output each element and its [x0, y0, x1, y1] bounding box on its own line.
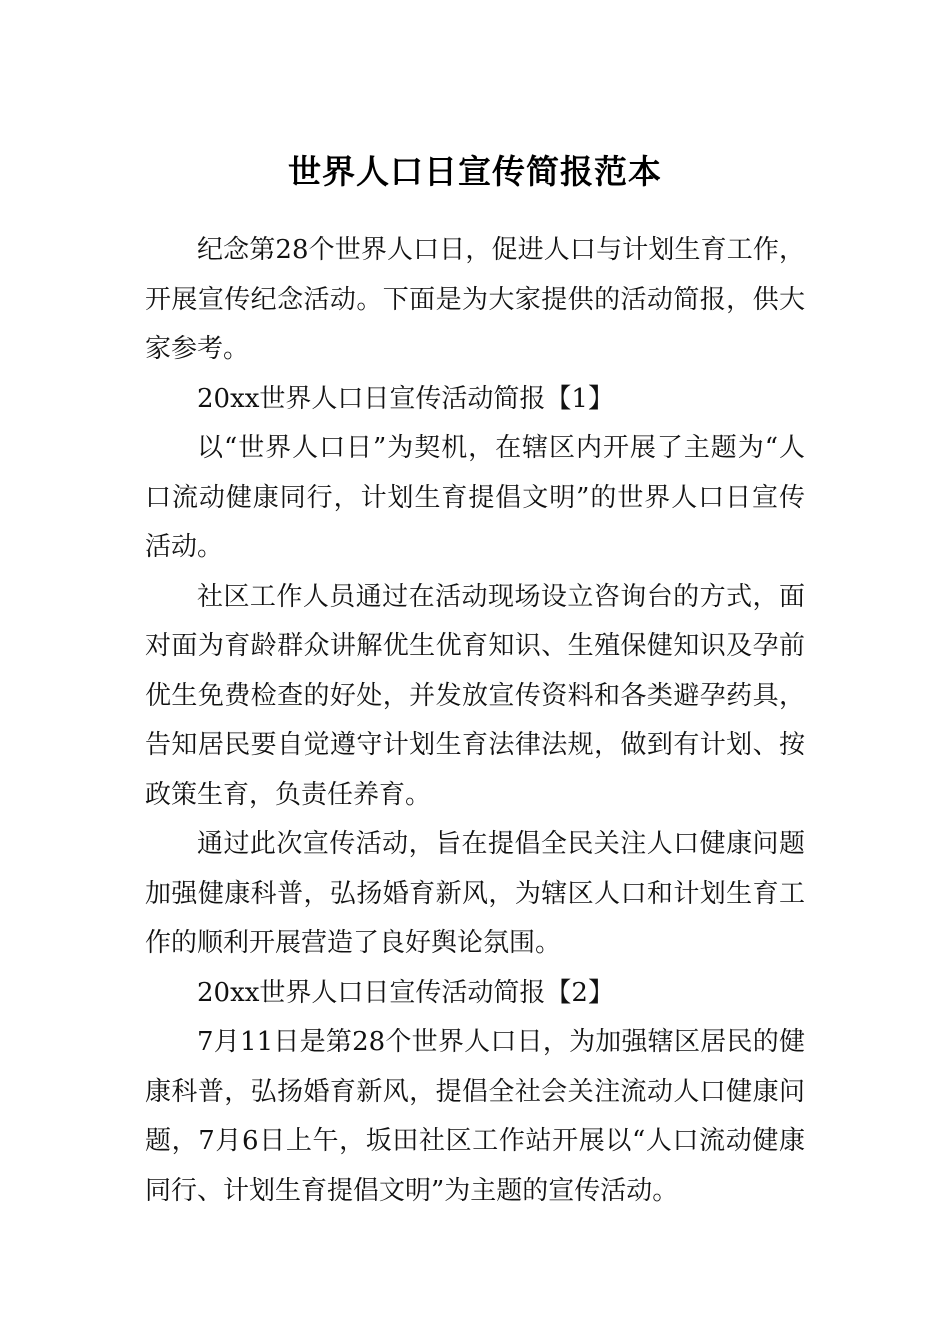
- intro-paragraph: 纪念第28个世界人口日，促进人口与计划生育工作，开展宣传纪念活动。下面是为大家提供的活动简报，供大家参考。: [145, 235, 805, 364]
- paragraph-activities: 社区工作人员通过在活动现场设立咨询台的方式，面对面为育龄群众讲解优生优育知识、生殖保健知识及孕前优生免费检查的好处，并发放宣传资料和各类避孕药具，告知居民要自觉遵守计划生育法律法规，做到有计划、按政策生育，负责任养育。: [145, 581, 805, 810]
- paragraph-event: 7月11日是第28个世界人口日，为加强辖区居民的健康科普，弘扬婚育新风，提倡全社会关注流动人口健康问题，7月6日上午，坂田社区工作站开展以“人口流动健康同行、计划生育提倡文明”为主题的宣传活动。: [145, 1027, 805, 1206]
- paragraph-theme: 以“世界人口日”为契机，在辖区内开展了主题为“人口流动健康同行，计划生育提倡文明”的世界人口日宣传活动。: [145, 433, 805, 562]
- section-heading-2: 20xx世界人口日宣传活动简报【2】: [197, 977, 614, 1008]
- page-title: 世界人口日宣传简报范本: [288, 152, 662, 192]
- paragraph-purpose: 通过此次宣传活动，旨在提倡全民关注人口健康问题加强健康科普，弘扬婚育新风，为辖区人口和计划生育工作的顺利开展营造了良好舆论氛围。: [145, 829, 805, 958]
- section-heading-1: 20xx世界人口日宣传活动简报【1】: [197, 383, 614, 414]
- document-body: [145, 226, 805, 1216]
